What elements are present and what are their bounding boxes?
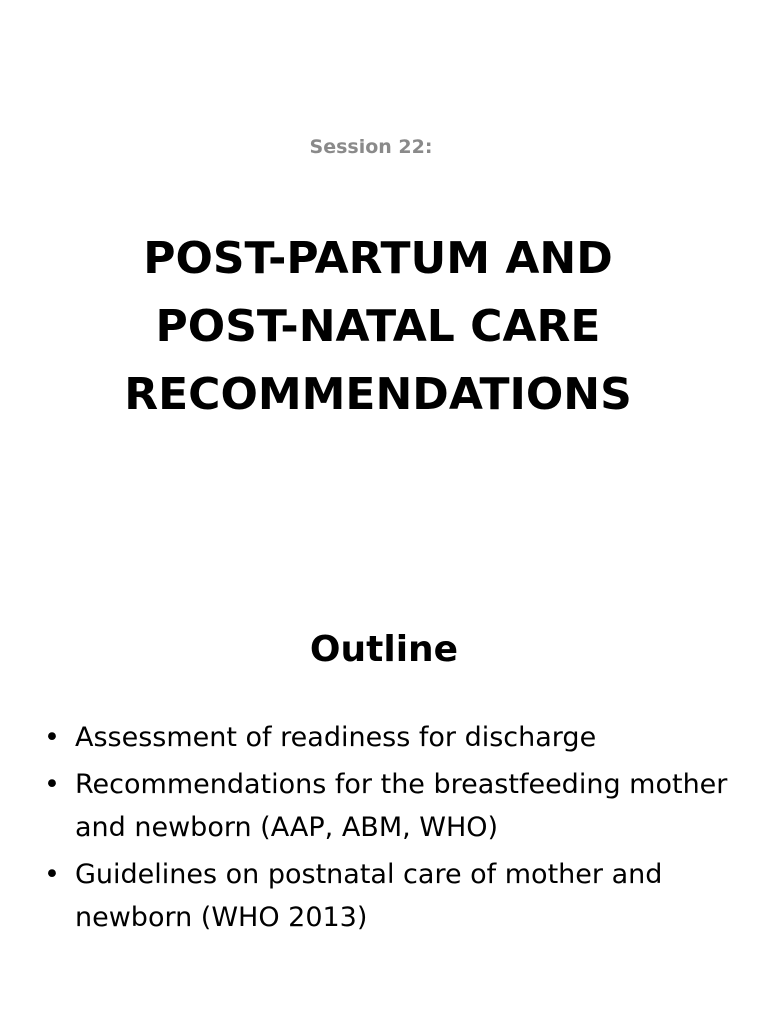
bullet-icon: • <box>44 859 60 890</box>
list-item <box>44 763 744 849</box>
outline-title: Outline <box>309 629 459 670</box>
slide-title-line: RECOMMENDATIONS <box>124 369 632 420</box>
slide-title-line: POST-NATAL CARE <box>155 301 601 352</box>
list-item-text: Recommendations for the breastfeeding mother and newborn (AAP, ABM, WHO) <box>75 769 728 843</box>
outline-slide <box>0 560 768 1024</box>
list-item-text: Assessment of readiness for discharge <box>75 722 597 753</box>
bullet-icon: • <box>44 769 60 800</box>
slide-title <box>20 225 736 429</box>
list-item-text: Guidelines on postnatal care of mother and newborn (WHO 2013) <box>75 859 663 933</box>
bullet-icon: • <box>44 722 60 753</box>
slide-title-line: POST-PARTUM AND <box>143 233 613 284</box>
list-item <box>44 716 744 759</box>
list-item <box>44 853 744 939</box>
session-label: Session 22: <box>309 136 433 158</box>
outline-bullet-list <box>44 716 744 943</box>
